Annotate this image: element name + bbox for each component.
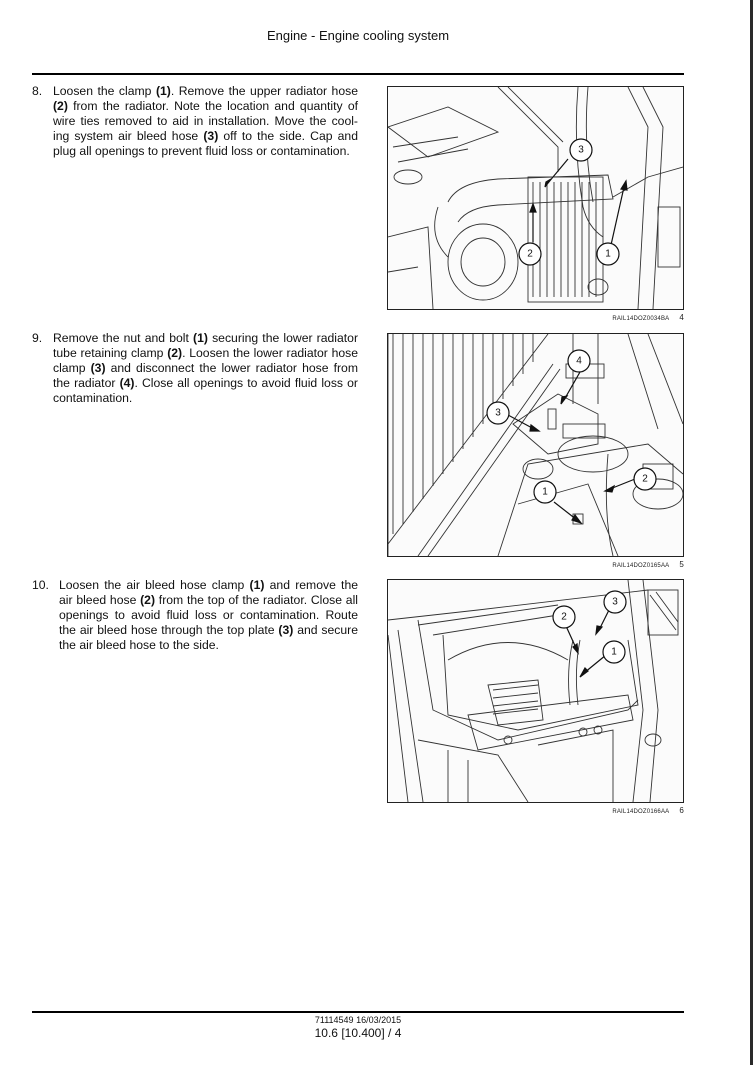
text-run: Loosen the clamp xyxy=(53,84,156,98)
text-run: and disconnect the lower radiator hose from the radiator xyxy=(53,361,358,390)
text-run: securing the lower radiator tube retaining clamp xyxy=(53,331,359,360)
callout-3 xyxy=(604,591,626,613)
callout-reference: (3) xyxy=(90,361,106,375)
svg-text:4: 4 xyxy=(576,355,582,367)
text-run: off to the side. Cap and plug all openings to prevent fluid loss or contamination. xyxy=(53,129,358,158)
callout-4 xyxy=(568,350,590,372)
page-reference: 10.6 [10.400] / 4 xyxy=(314,1026,402,1040)
step-number: 8. xyxy=(32,84,43,98)
callout-reference: (4) xyxy=(119,376,135,390)
callout-reference: (1) xyxy=(249,578,265,592)
svg-text:1: 1 xyxy=(611,646,617,658)
figure-4-caption xyxy=(560,313,684,322)
figure-number: 5 xyxy=(679,560,684,569)
svg-text:1: 1 xyxy=(542,486,548,498)
callout-2 xyxy=(519,243,541,265)
callout-reference: (2) xyxy=(140,593,156,607)
figure-6-illustration xyxy=(387,579,684,803)
svg-text:2: 2 xyxy=(642,473,648,485)
callout-reference: (1) xyxy=(193,331,208,345)
callout-3 xyxy=(487,402,509,424)
document-reference: 71114549 16/03/2015 xyxy=(314,1015,402,1025)
figure-code: RAIL14DOZ0034BA xyxy=(612,316,670,322)
footer-divider xyxy=(32,1011,684,1013)
figure-code: RAIL14DOZ0165AA xyxy=(612,563,670,569)
figure-4-callouts xyxy=(388,87,683,309)
callout-reference: (3) xyxy=(278,623,294,637)
svg-text:2: 2 xyxy=(527,248,533,260)
figure-6-caption xyxy=(560,806,684,815)
figure-6-callouts xyxy=(388,580,683,802)
text-run: . Remove the upper radiator hose xyxy=(170,84,358,98)
callout-reference: (1) xyxy=(155,84,171,98)
text-run: from the top of the radiator. Close all openings to avoid fluid loss or contamination. Route the air bleed hose through the top plate xyxy=(59,593,358,637)
text-run: and remove the air bleed hose xyxy=(59,578,359,607)
section-title: Engine - Engine cooling system xyxy=(266,28,450,43)
instruction-step-8 xyxy=(32,84,358,159)
figure-5-illustration xyxy=(387,333,684,557)
svg-text:2: 2 xyxy=(561,611,567,623)
instruction-step-9 xyxy=(32,331,358,406)
svg-text:1: 1 xyxy=(605,248,611,260)
text-run: and secure the air bleed hose to the side. xyxy=(59,623,358,652)
callout-3 xyxy=(570,139,592,161)
step-text xyxy=(59,578,358,653)
step-text xyxy=(53,331,358,406)
callout-1 xyxy=(534,481,556,503)
step-number: 10. xyxy=(32,578,49,592)
callout-reference: (3) xyxy=(203,129,219,143)
callout-reference: (2) xyxy=(53,99,68,113)
svg-text:3: 3 xyxy=(612,596,618,608)
callout-1 xyxy=(597,243,619,265)
callout-2 xyxy=(634,468,656,490)
svg-text:3: 3 xyxy=(495,407,501,419)
text-run: Remove the nut and bolt xyxy=(53,331,194,345)
callout-reference: (2) xyxy=(167,346,183,360)
text-run: . Close all openings to avoid fluid loss or contamination. xyxy=(53,376,358,405)
step-number: 9. xyxy=(32,331,43,345)
svg-text:3: 3 xyxy=(578,144,584,156)
step-text xyxy=(53,84,358,159)
figure-5-caption xyxy=(560,560,684,569)
instruction-step-10 xyxy=(32,578,358,653)
text-run: from the radiator. Note the location and quantity of wire ties removed to aid in installation. Move the cool-ing system air bleed hose xyxy=(53,99,358,143)
text-run: . Loosen the lower radiator hose clamp xyxy=(53,346,358,375)
callout-2 xyxy=(553,606,575,628)
figure-number: 4 xyxy=(679,313,684,322)
figure-code: RAIL14DOZ0166AA xyxy=(612,809,670,815)
text-run: Loosen the air bleed hose clamp xyxy=(59,578,250,592)
header-divider xyxy=(32,73,684,75)
figure-4-illustration xyxy=(387,86,684,310)
figure-5-callouts xyxy=(388,334,683,556)
figure-number: 6 xyxy=(679,806,684,815)
callout-1 xyxy=(603,641,625,663)
